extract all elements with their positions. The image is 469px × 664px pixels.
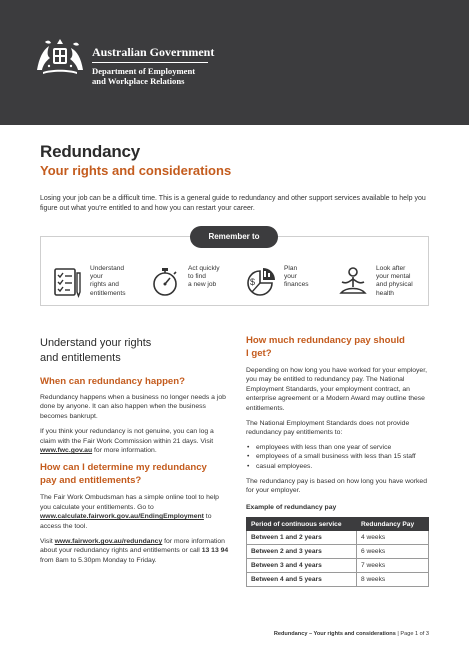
entitlement-paragraph: Depending on how long you have worked for your employer, you may be entitled to redundancy pay. The National Employment Standards, your employment contract, an enterprise agreement or a Modern Award may outline these entitlements.: [246, 367, 427, 412]
tool-paragraph: [40, 493, 230, 531]
when-redundancy-heading: When can redundancy happen?: [40, 376, 185, 387]
determine-pay-heading-line2: pay and entitlements?: [40, 475, 142, 487]
period-cell: Between 1 and 2 years: [247, 531, 357, 545]
info-text-b: for more information about your redundancy rights and entitlements or call: [40, 538, 225, 555]
table-row: [247, 531, 429, 545]
reminder-label: Remember to: [190, 226, 278, 248]
department-name-line2: and Workplace Relations: [92, 76, 185, 86]
section-heading-line1: Understand your rights: [40, 337, 152, 349]
column-header-period: Period of continuous service: [247, 518, 357, 531]
pay-amount-heading-line1: How much redundancy pay should: [246, 335, 405, 346]
table-row: [247, 573, 429, 587]
footer-document-title: Redundancy – Your rights and considerations: [273, 631, 396, 637]
list-item: • employees of a small business with less than 15 staff: [246, 452, 432, 461]
table-row: [247, 559, 429, 573]
finance-chart-icon: [244, 265, 278, 299]
column-header-pay: Redundancy Pay: [357, 518, 429, 531]
redundancy-pay-table: [246, 517, 429, 587]
footer-separator: |: [395, 631, 401, 637]
right-column: [246, 334, 432, 587]
fairwork-redundancy-link[interactable]: www.fairwork.gov.au/redundancy: [54, 538, 163, 546]
period-cell: Between 3 and 4 years: [247, 559, 357, 573]
tip-health: [336, 265, 434, 299]
left-column: [40, 336, 230, 565]
period-cell: Between 2 and 3 years: [247, 545, 357, 559]
wordmark-divider: [92, 62, 208, 63]
fwc-link[interactable]: www.fwc.gov.au: [40, 447, 93, 455]
table-caption: Example of redundancy pay: [246, 503, 337, 511]
nes-paragraph: The National Employment Standards does not provide redundancy pay entitlements to:: [246, 420, 410, 437]
period-cell: Between 4 and 5 years: [247, 573, 357, 587]
claim-paragraph: [40, 427, 230, 455]
checklist-icon: [50, 265, 84, 299]
table-row: [247, 545, 429, 559]
info-text-a: Visit: [40, 538, 55, 546]
page-footer: [274, 631, 429, 637]
list-item: • casual employees.: [246, 462, 432, 471]
table-header-row: [247, 518, 429, 531]
tip-finances: [244, 265, 336, 299]
tip-rights: [50, 265, 142, 299]
coat-of-arms-icon: [33, 36, 87, 80]
tip-health-text: Look after your mental and physical health: [376, 265, 413, 297]
pay-cell: 4 weeks: [357, 531, 429, 545]
tip-finances-text: Plan your finances: [284, 265, 309, 289]
phone-number: 13 13 94: [201, 547, 229, 555]
pay-amount-heading-line2: I get?: [246, 348, 272, 359]
pay-cell: 7 weeks: [357, 559, 429, 573]
tool-text-a: The Fair Work Ombudsman has a simple online tool to help you calculate your entitlements. Go to: [40, 494, 219, 511]
tip-job: [150, 265, 240, 299]
stopwatch-icon: [150, 265, 182, 299]
government-wordmark: [92, 45, 214, 86]
department-name-line1: Department of Employment: [92, 66, 196, 76]
calculator-link[interactable]: www.calculate.fairwork.gov.au/EndingEmployment: [40, 513, 204, 521]
page-title: Redundancy: [40, 142, 141, 161]
pay-cell: 8 weeks: [357, 573, 429, 587]
list-item: • employees with less than one year of service: [246, 443, 432, 452]
tip-rights-text: Understand your rights and entitlements: [90, 265, 126, 297]
footer-page-number: Page 1 of 3: [400, 631, 429, 637]
pay-cell: 6 weeks: [357, 545, 429, 559]
meditation-icon: [336, 265, 370, 299]
section-heading-line2: and entitlements: [40, 352, 121, 364]
pay-basis-paragraph: The redundancy pay is based on how long you have worked for your employer.: [246, 478, 427, 495]
tool-text-b: to access the tool.: [40, 513, 212, 530]
government-name: Australian Government: [92, 45, 215, 59]
tip-job-text: Act quickly to find a new job: [188, 265, 220, 289]
page-subtitle: Your rights and considerations: [40, 163, 232, 178]
determine-pay-heading-line1: How can I determine my redundancy: [40, 462, 207, 474]
exclusion-list: [246, 443, 432, 471]
svg-text:$: $: [250, 277, 256, 287]
header-banner: [0, 0, 469, 125]
intro-paragraph: Losing your job can be a difficult time. This is a general guide to redundancy and other support services available to help you figure out what you’re entitled to and how you can restart your career.: [40, 195, 426, 212]
claim-text-a: If you think your redundancy is not genuine, you can log a claim with the Fair Work Commission within 21 days. Visit: [40, 428, 214, 445]
info-text-c: from 8am to 5.30pm Monday to Friday.: [40, 556, 157, 564]
claim-text-b: for more information.: [92, 447, 157, 455]
when-redundancy-paragraph: Redundancy happens when a business no longer needs a job done by anyone. It can also happen when the business becomes bankrupt.: [40, 394, 226, 420]
more-info-paragraph: [40, 537, 230, 565]
